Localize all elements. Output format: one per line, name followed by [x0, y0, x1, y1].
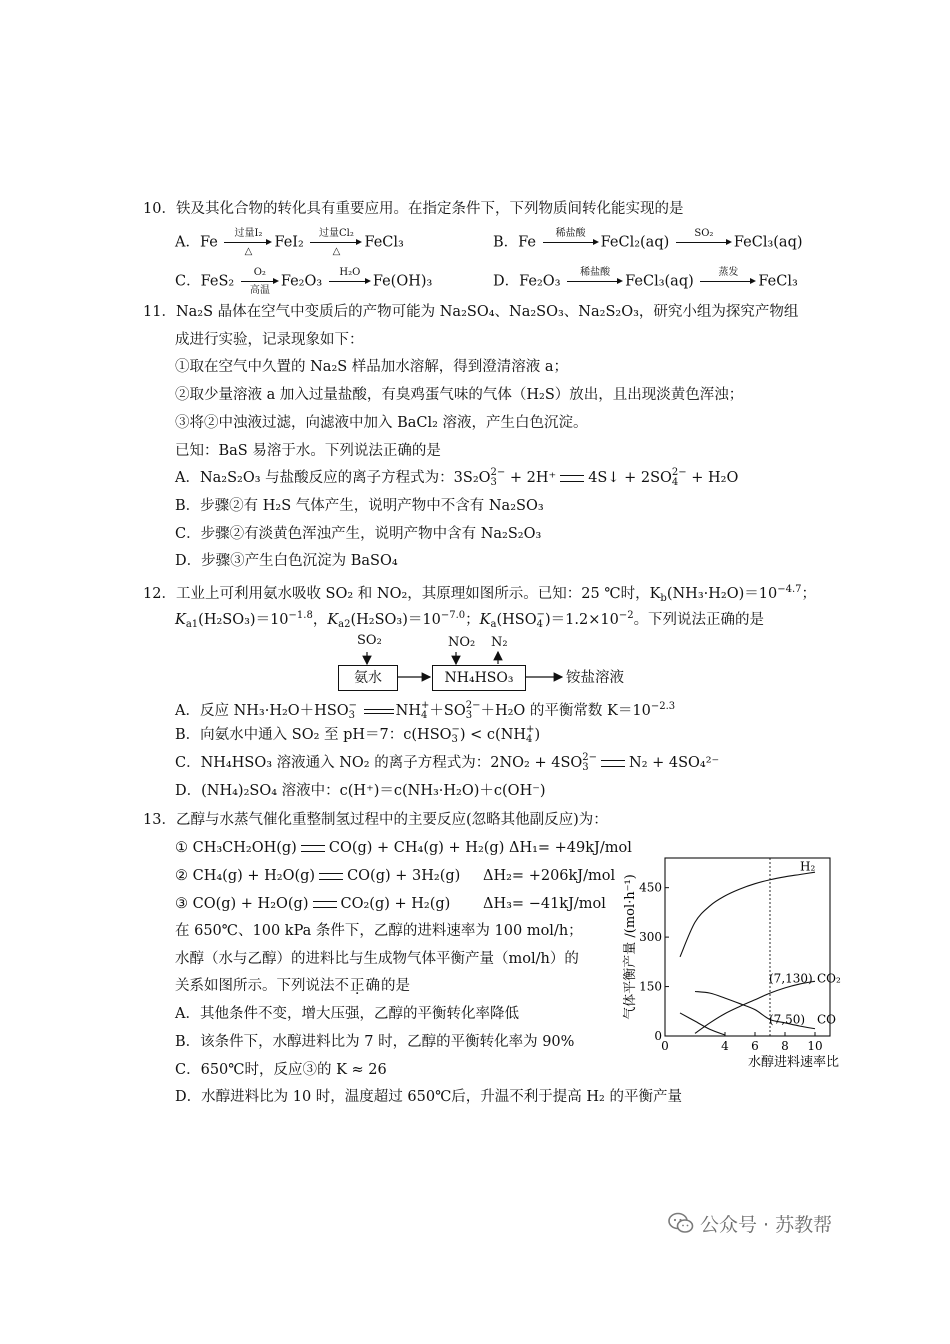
q10-option-c: C．FeS₂ O₂ 高温 Fe₂O₃ H₂O Fe(OH)₃ [175, 267, 433, 296]
q12-option-b: B．向氨水中通入 SO₂ 至 pH＝7：c(HSO − 3 ) < c(NH + 4 ) [175, 724, 541, 745]
y-tick-label: 300 [639, 930, 662, 945]
q13-dh2: ΔH₂= +206kJ/mol [483, 868, 616, 884]
q13-reaction-3: ③ CO(g) + H₂O(g) CO₂(g) + H₂(g) [175, 896, 451, 912]
flow-box-nh4hso3: NH₄HSO₃ [432, 665, 526, 691]
q13-option-a: A．其他条件不变，增大压强，乙醇的平衡转化率降低 [175, 1006, 519, 1022]
q11-option-b: B．步骤②有 H₂S 气体产生，说明产物中不含有 Na₂SO₃ [175, 498, 544, 514]
q11-stem-line1: 11．Na₂S 晶体在空气中变质后的产物可能为 Na₂SO₄、Na₂SO₃、Na₂S₂O₃，研究小组为探究产物组 [143, 304, 799, 320]
q13-chart [620, 845, 860, 1085]
q12-stem-line2: $K_{a1}(H_2SO_3)=10^{-1.8}$，$K_{a2}(H_2SO_3)=10^{-7.0}$；$K_a(HSO$ − 4 )$=1.2\times 10^{-2}$。下列说法正确的是 [175, 609, 765, 630]
chart-frame [665, 858, 830, 1036]
series-label: CO [817, 1012, 837, 1027]
q13-reaction-2: ② CH₄(g) + H₂O(g) CO(g) + 3H₂(g) [175, 868, 461, 884]
y-tick-label: 450 [639, 880, 662, 895]
q10-option-a: A．Fe 过量I₂ △ FeI₂ 过量Cl₂ △ FeCl₃ [175, 228, 404, 257]
y-tick-label: 0 [654, 1029, 662, 1043]
q11-stem-line2: 成进行实验，记录现象如下： [175, 332, 364, 348]
x-tick-label: 0 [661, 1039, 669, 1053]
q12-option-a: A．反应 NH₃·H₂O＋HSO − 3 NH + 4 ＋SO 2− 3 ＋H₂O 的平衡常数 $K=10^{-2.3}$ [175, 700, 676, 721]
q11-step1: ①取在空气中久置的 Na₂S 样品加水溶解，得到澄清溶液 a； [175, 359, 569, 375]
q13-option-c: C．650℃时，反应③的 K ≈ 26 [175, 1062, 387, 1078]
watermark-text: 公众号 · 苏教帮 [700, 1214, 833, 1236]
q11-step3: ③将②中浊液过滤，向滤液中加入 BaCl₂ 溶液，产生白色沉淀。 [175, 415, 588, 431]
q10-option-b: B．Fe 稀盐酸 FeCl₂(aq) SO₂ FeCl₃(aq) [493, 228, 803, 251]
q13-reaction-1: ① CH₃CH₂OH(g) CO(g) + CH₄(g) + H₂(g) ΔH₁= +49kJ/mol [175, 840, 632, 856]
x-tick-label: 4 [721, 1039, 729, 1053]
annotation-label: (7,50) [769, 1012, 806, 1027]
flow-box-ammonia: 氨水 [338, 665, 398, 691]
x-tick-label: 8 [781, 1039, 789, 1053]
q10-option-d: D．Fe₂O₃ 稀盐酸 FeCl₃(aq) 蒸发 FeCl₃ [493, 267, 798, 290]
series-line [680, 1013, 725, 1035]
q11-step2: ②取少量溶液 a 加入过量盐酸，有臭鸡蛋气味的气体（H₂S）放出，且出现淡黄色浑浊； [175, 387, 744, 403]
q12-option-d: D．(NH₄)₂SO₄ 溶液中：c(H⁺)＝c(NH₃·H₂O)＋c(OH⁻) [175, 783, 546, 799]
q13-condition-2: 水醇（水与乙醇）的进料比与生成物气体平衡产量（mol/h）的 [175, 951, 579, 967]
y-tick-label: 150 [639, 979, 662, 994]
annotation-label: (7,130) [769, 971, 813, 986]
x-axis-label: 水醇进料速率比 [747, 1055, 840, 1070]
y-axis-label: 气体平衡产量 /(mol·h⁻¹) [623, 874, 638, 1020]
q11-option-a: A．Na₂S₂O₃ 与盐酸反应的离子方程式为：3S₂O 2− 3 + 2H⁺ 4S↓ + 2SO 2− 4 + H₂O [175, 467, 739, 488]
q13-option-d: D．水醇进料比为 10 时，温度超过 650℃后，升温不利于提高 H₂ 的平衡产量 [175, 1089, 682, 1105]
series-label: CO₂ [817, 971, 841, 986]
q11-option-c: C．步骤②有淡黄色浑浊产生，说明产物中含有 Na₂S₂O₃ [175, 526, 542, 542]
x-tick-label: 10 [807, 1039, 823, 1053]
q12-option-c: C．NH₄HSO₃ 溶液通入 NO₂ 的离子方程式为：2NO₂ + 4SO 2− 3 N₂ + 4SO₄²⁻ [175, 752, 720, 773]
q13-stem: 13．乙醇与水蒸气催化重整制氢过程中的主要反应(忽略其他副反应)为： [143, 812, 608, 828]
wechat-icon [668, 1212, 694, 1234]
q13-dh3: ΔH₃= −41kJ/mol [483, 896, 606, 912]
flow-input-so2: SO₂ [357, 633, 382, 648]
series-label: H₂ [800, 859, 816, 874]
flow-arrows [330, 650, 570, 690]
q13-option-b: B．该条件下，水醇进料比为 7 时，乙醇的平衡转化率为 90% [175, 1034, 575, 1050]
q10-stem: 10．铁及其化合物的转化具有重要应用。在指定条件下，下列物质间转化能实现的是 [143, 201, 684, 217]
q11-option-d: D．步骤③产生白色沉淀为 BaSO₄ [175, 553, 398, 569]
series-line [680, 872, 815, 957]
flow-input-no2: NO₂ [448, 635, 476, 650]
q13-condition-1: 在 650℃、100 kPa 条件下，乙醇的进料速率为 100 mol/h； [175, 923, 583, 939]
flow-product: 铵盐溶液 [566, 670, 624, 686]
q13-condition-3: 关系如图所示。下列说法不正确的是 [175, 978, 410, 994]
q11-known: 已知：BaS 易溶于水。下列说法正确的是 [175, 443, 441, 459]
flow-output-n2: N₂ [491, 635, 508, 650]
q12-stem-line1: 12．工业上可利用氨水吸收 SO₂ 和 NO₂，其原理如图所示。已知：25 ℃时，$K_b(NH_3\cdot H_2O)=10^{-4.7}$； [143, 584, 816, 604]
x-tick-label: 6 [751, 1039, 759, 1053]
